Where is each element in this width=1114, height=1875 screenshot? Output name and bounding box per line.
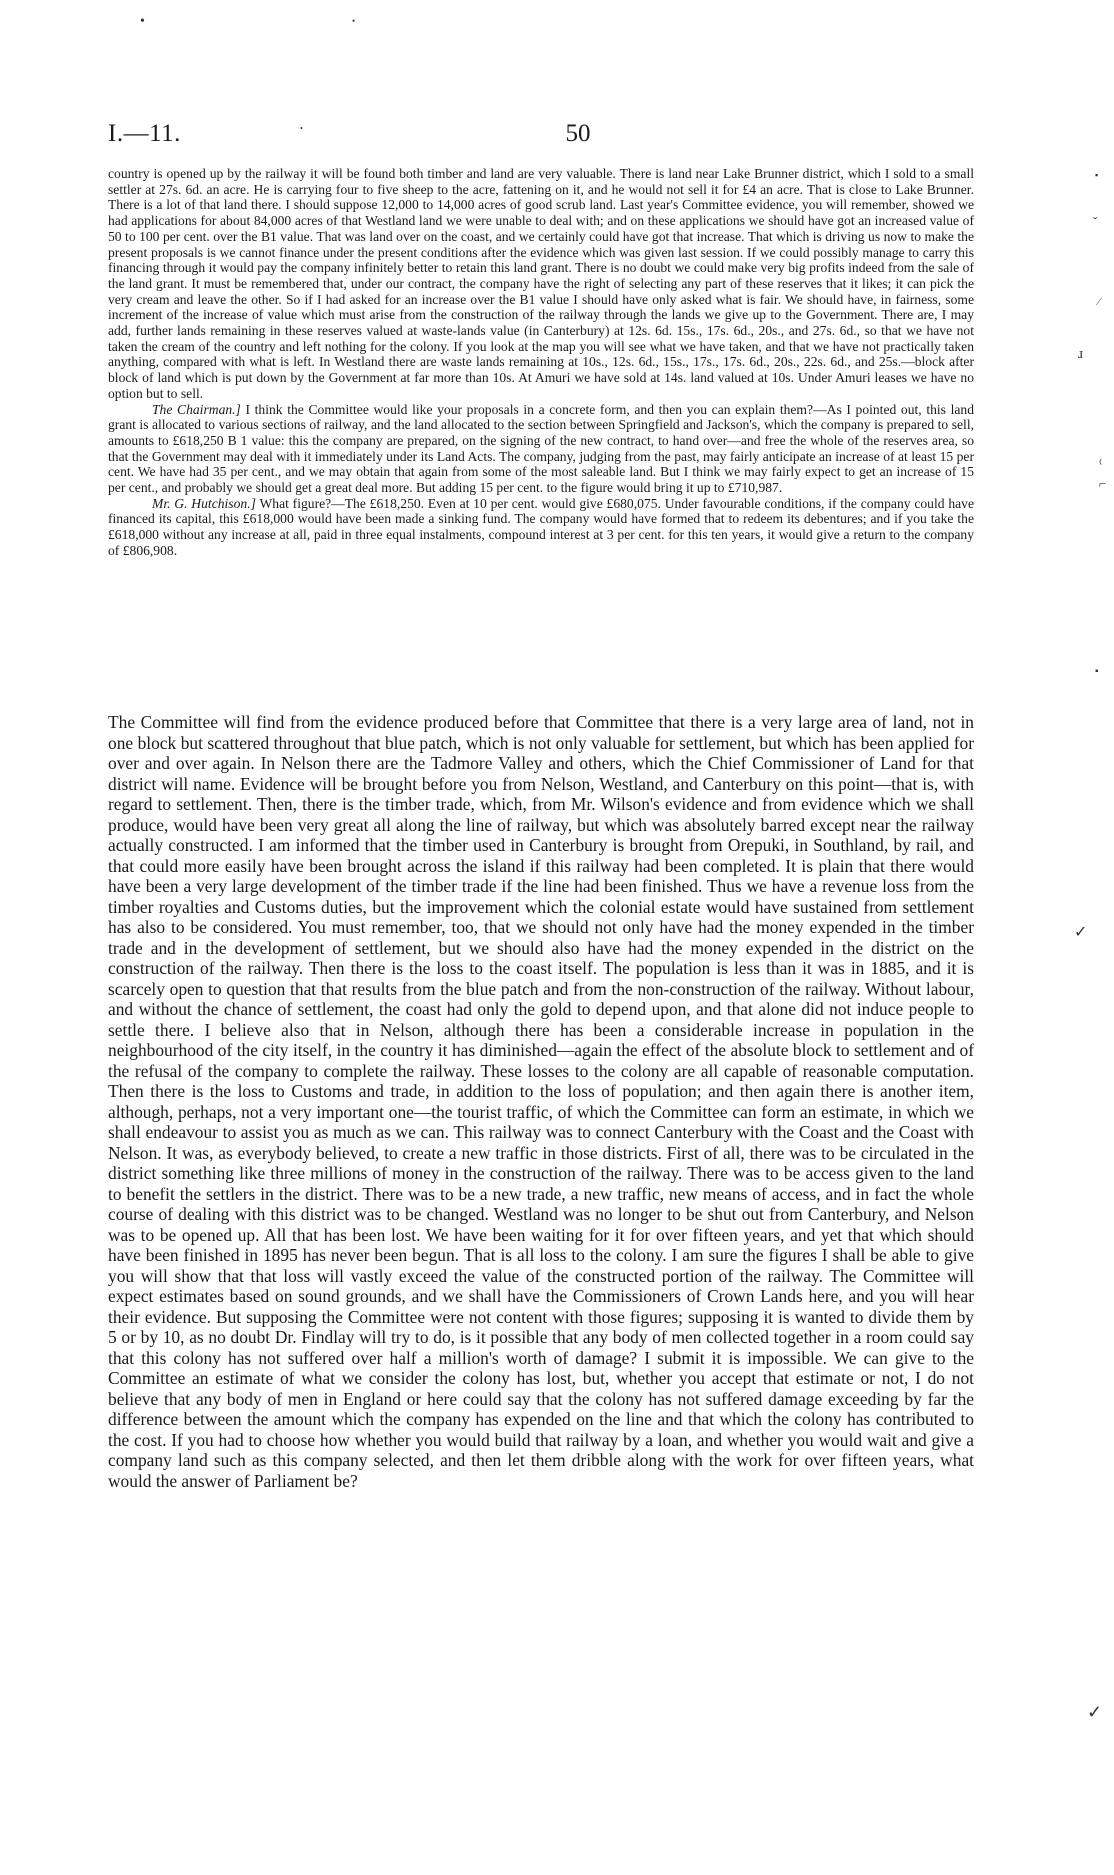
- testimony-small-print: [108, 166, 974, 559]
- margin-mark: ▪: [1095, 666, 1099, 677]
- margin-mark: ✓: [1087, 1702, 1103, 1722]
- speaker-label: The Chairman.]: [152, 401, 241, 417]
- page-header: [108, 120, 1048, 154]
- margin-mark: ɹ: [1078, 346, 1083, 362]
- page-number: 50: [565, 120, 591, 147]
- margin-mark: ▪: [1095, 170, 1099, 180]
- testimony-paragraph-hutchison: [108, 496, 974, 559]
- margin-mark: ⌐: [1099, 476, 1107, 491]
- margin-mark: ⁽: [1099, 456, 1103, 471]
- document-reference: I.—11.: [108, 120, 181, 147]
- speaker-label: Mr. G. Hutchison.]: [152, 495, 256, 511]
- margin-mark: ˇ: [1093, 214, 1098, 229]
- testimony-text: I think the Committee would like your proposals in a concrete form, and then you can explain them?—As I pointed out, this land grant is allocated to various sections of railway, and the land allocated to the section between Springfield and Jackson's, which the company is prepared to sell, amounts to £618,250 B 1 value: this the company are prepared, on the signing of the new contract, to hand over—and free the whole of the reserves area, so that the Government may deal with it immediately under its Land Acts. The company, judging from the past, may fairly anticipate an increase of at least 15 per cent. We have had 35 per cent., and we may obtain that again from some of the most saleable land. But I think we may fairly expect to get an increase of 15 per cent., and probably we should get a great deal more. But adding 15 per cent. to the figure would bring it up to £710,987.: [108, 401, 974, 496]
- margin-mark: ⁄: [1098, 296, 1100, 308]
- main-statement: [108, 712, 974, 1491]
- testimony-paragraph: country is opened up by the railway it will be found both timber and land are very valuable. There is land near Lake Brunner district, which I sold to a small settler at 27s. 6d. an acre. He is carrying four to five sheep to the acre, fattening on it, and he would not sell it for £4 an acre. That is close to Lake Brunner. There is a lot of that land there. I should suppose 12,000 to 14,000 acres of good scrub land. Last year's Committee evidence, you will remember, showed we had applications for about 84,000 acres of that Westland land we were unable to deal with; and on these applications we should have got an increased value of 50 to 100 per cent. over the B1 value. That was land over on the coast, and we certainly could have got that increase. That which is driving us now to make the present proposals is we cannot finance under the present conditions after the evidence which was given last session. If we could possibly manage to carry this financing through it would pay the company infinitely better to retain this land grant. There is no doubt we could make very big profits indeed from the sale of the land grant. It must be remembered that, under our contract, the company have the right of selecting any part of these reserves that it likes; it can pick the very cream and leave the other. So if I had asked for an increase over the B1 value I should have only asked what is fair. We should have, in fairness, some increment of the increase of value which must arise from the construction of the railway through the lands we give up to the Government. There are, I may add, further lands remaining in these reserves valued at waste-lands value (in Canterbury) at 12s. 6d. 15s., 17s. 6d., 20s., and 27s. 6d., so that we have not taken the cream of the country and left nothing for the colony. If you look at the map you will see what we have taken, and that we have not practically taken anything, compared with what is left. In Westland there are waste lands remaining at 10s., 12s. 6d., 15s., 17s., 17s. 6d., 20s., 22s. 6d., and 25s.—block after block of land which is put down by the Government at far more than 10s. At Amuri we have sold at 14s. land valued at 10s. Under Amuri leases we have no option but to sell.: [108, 166, 974, 401]
- statement-paragraph: The Committee will find from the evidence produced before that Committee that there is a very large area of land, not in one block but scattered throughout that blue patch, which is not only valuable for settlement, but which has been applied for over and over again. In Nelson there are the Tadmore Valley and others, which the Chief Commissioner of Land for that district will name. Evidence will be brought before you from Nelson, Westland, and Canterbury on this point—that is, with regard to settlement. Then, there is the timber trade, which, from Mr. Wilson's evidence and from evidence which we shall produce, would have been very great all along the line of railway, but which was absolutely barred except near the railway actually constructed. I am informed that the timber used in Canterbury is brought from Orepuki, in Southland, by rail, and that could more easily have been brought across the island if this railway had been completed. It is plain that there would have been a very large development of the timber trade if the line had been finished. Thus we have a revenue loss from the timber royalties and Customs duties, but the improvement which the colonial estate would have sustained from settlement has also to be considered. You must remember, too, that we should not only have had the money expended in the timber trade and in the development of settlement, but we should also have had the money expended in the district on the construction of the railway. Then there is the loss to the coast itself. The population is less than it was in 1885, and it is scarcely open to question that that results from the blue patch and from the non-construction of the railway. Without labour, and without the chance of settlement, the coast had only the gold to depend upon, and that alone did not induce people to settle there. I believe also that in Nelson, although there has been a considerable increase in population in the neighbourhood of the city itself, in the country it has diminished—again the effect of the absolute block to settlement and of the refusal of the company to complete the railway. These losses to the colony are all capable of reasonable computation. Then there is the loss to Customs and trade, in addition to the loss of population; and then again there is another item, although, perhaps, not a very important one—the tourist traffic, of which the Committee can form an estimate, in which we shall endeavour to assist you as much as we can. This railway was to connect Canterbury with the Coast and the Coast with Nelson. It was, as everybody believed, to create a new traffic in those districts. First of all, there was to be circulated in the district something like three millions of money in the construction of the railway. There was to be access given to the land to benefit the settlers in the district. There was to be a new trade, a new traffic, new means of access, and in fact the whole course of dealing with this district was to be changed. Westland was no longer to be shut out from Canterbury, and Nelson was to be opened up. All that has been lost. We have been waiting for it for over fifteen years, and yet that which should have been finished in 1895 has never been begun. That is all loss to the colony. I am sure the figures I shall be able to give you will show that that loss will vastly exceed the value of the constructed portion of the railway. The Committee will expect estimates based on sound grounds, and we shall have the Commissioners of Crown Lands here, and you will hear their evidence. But supposing the Committee were not content with those figures; supposing it is wanted to divide them by 5 or by 10, as no doubt Dr. Findlay will try to do, is it possible that any body of men collected together in a room could say that this colony has not suffered over half a million's worth of damage? I submit it is impossible. We can give to the Committee an estimate of what we consider the colony has lost, but, whether you accept that estimate or not, I do not believe that any body of men in England or here could say that the colony has not suffered damage exceeding by far the difference between the amount which the company has expended on the line and that which the colony has contributed to the cost. If you had to choose how whether you would build that railway by a loan, and whether you would wait and give a company land such as this company selected, and then let them dribble along with the work for over fifteen years, what would the answer of Parliament be?: [108, 712, 974, 1491]
- scan-speck: •: [300, 124, 303, 133]
- scan-speck: •: [352, 16, 356, 26]
- testimony-paragraph-chairman: [108, 402, 974, 496]
- testimony-text: What figure?—The £618,250. Even at 10 per cent. would give £680,075. Under favourable conditions, if the company could have financed its capital, this £618,000 would have been made a sinking fund. The company would have formed that to redeem its debentures; and if you take the £618,000 without any increase at all, paid in three equal instalments, compound interest at 3 per cent. for this ten years, it would give a return to the company of £806,908.: [108, 495, 974, 558]
- scan-speck: •: [140, 14, 145, 29]
- margin-mark: ✓: [1074, 924, 1088, 941]
